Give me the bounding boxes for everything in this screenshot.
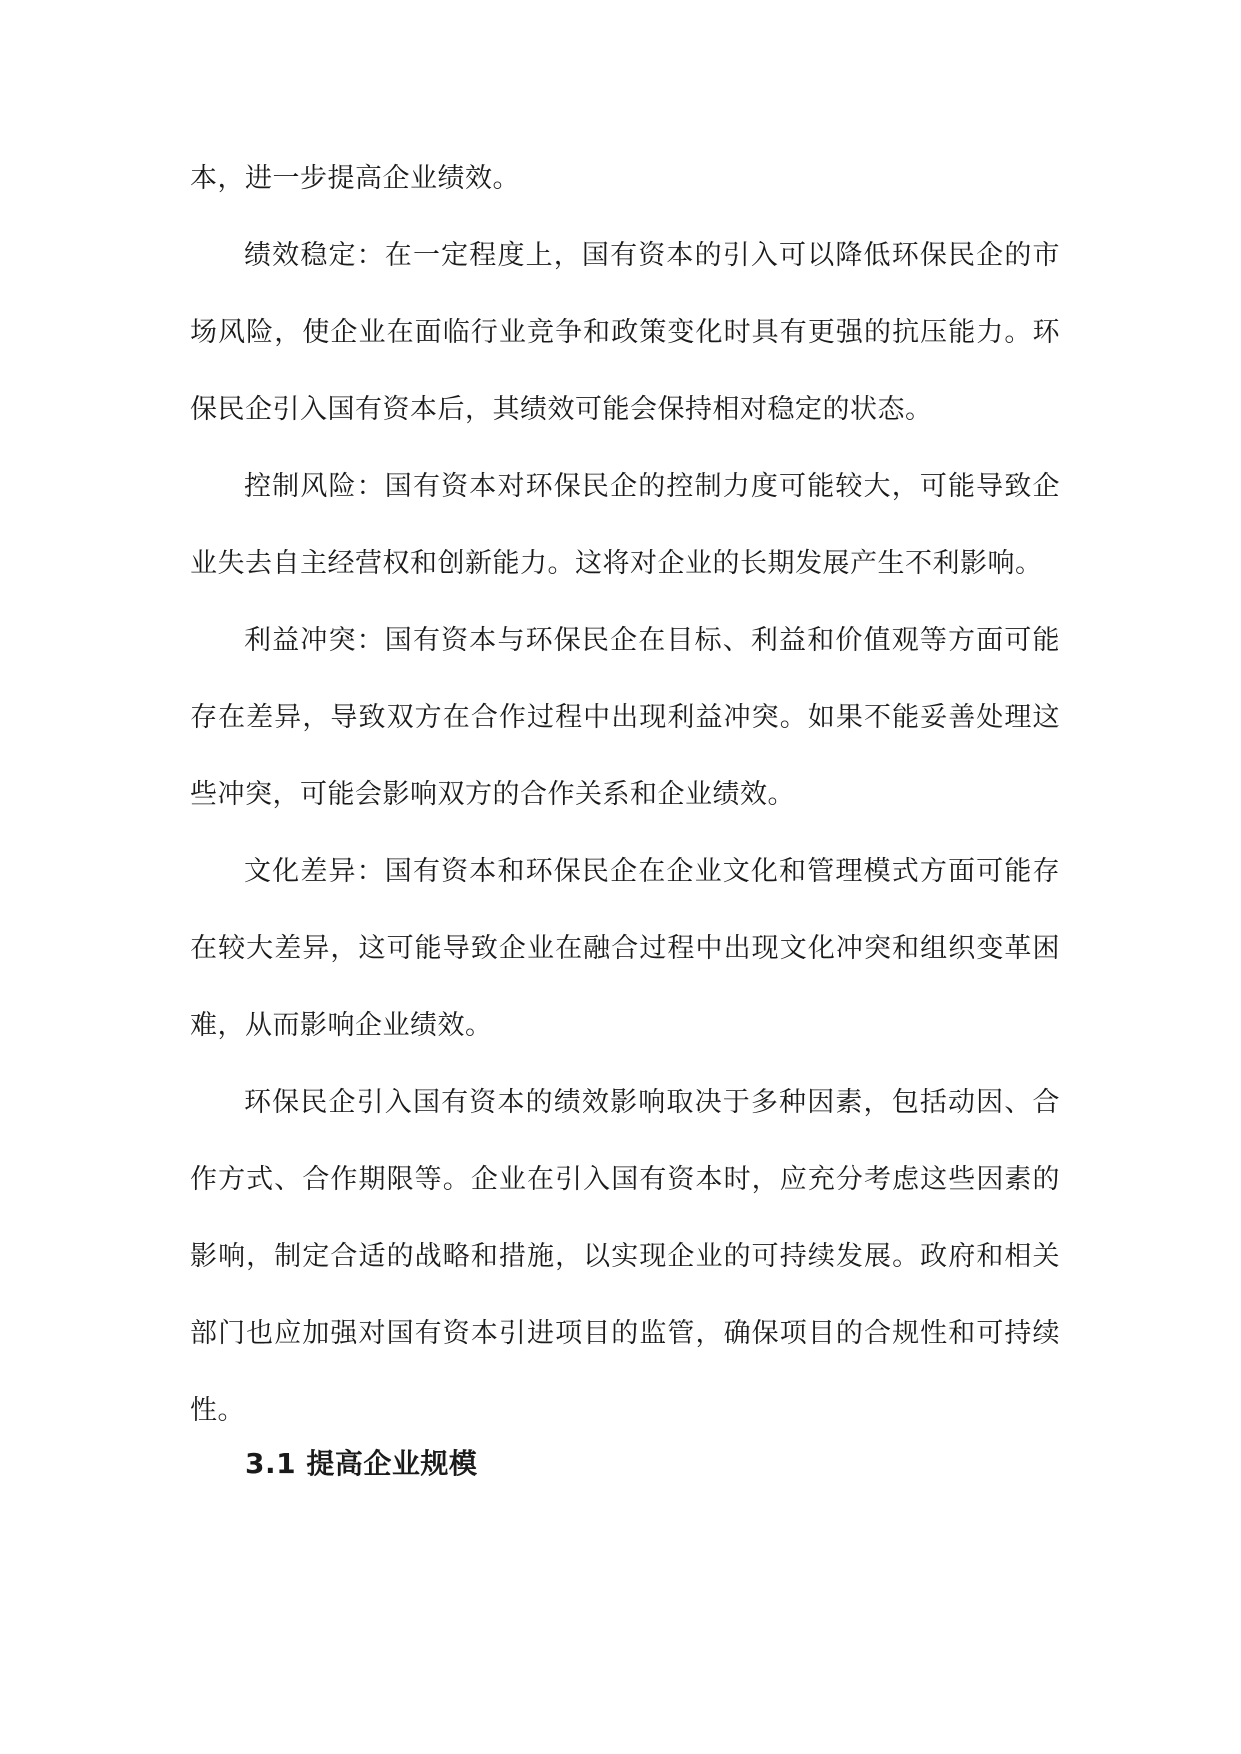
paragraph-continuation: 本，进一步提高企业绩效。 <box>190 163 520 194</box>
paragraph-cultural-difference: 文化差异：国有资本和环保民企在企业文化和管理模式方面可能存在较大差异，这可能导致企业在融合过程中出现文化冲突和组织变革困难，从而影响企业绩效。 <box>190 856 1060 1041</box>
paragraph-summary: 环保民企引入国有资本的绩效影响取决于多种因素，包括动因、合作方式、合作期限等。企业在引入国有资本时，应充分考虑这些因素的影响，制定合适的战略和措施，以实现企业的可持续发展。政府和相关部门也应加强对国有资本引进项目的监管，确保项目的合规性和可持续性。 <box>190 1087 1060 1426</box>
body-text <box>190 140 1060 1449</box>
paragraph-performance-stability: 绩效稳定：在一定程度上，国有资本的引入可以降低环保民企的市场风险，使企业在面临行业竞争和政策变化时具有更强的抗压能力。环保民企引入国有资本后，其绩效可能会保持相对稳定的状态。 <box>190 240 1060 425</box>
section-heading: 3.1 提高企业规模 <box>245 1447 478 1480</box>
paragraph-control-risk: 控制风险：国有资本对环保民企的控制力度可能较大，可能导致企业失去自主经营权和创新能力。这将对企业的长期发展产生不利影响。 <box>190 471 1060 579</box>
paragraph-interest-conflict: 利益冲突：国有资本与环保民企在目标、利益和价值观等方面可能存在差异，导致双方在合作过程中出现利益冲突。如果不能妥善处理这些冲突，可能会影响双方的合作关系和企业绩效。 <box>190 625 1060 810</box>
